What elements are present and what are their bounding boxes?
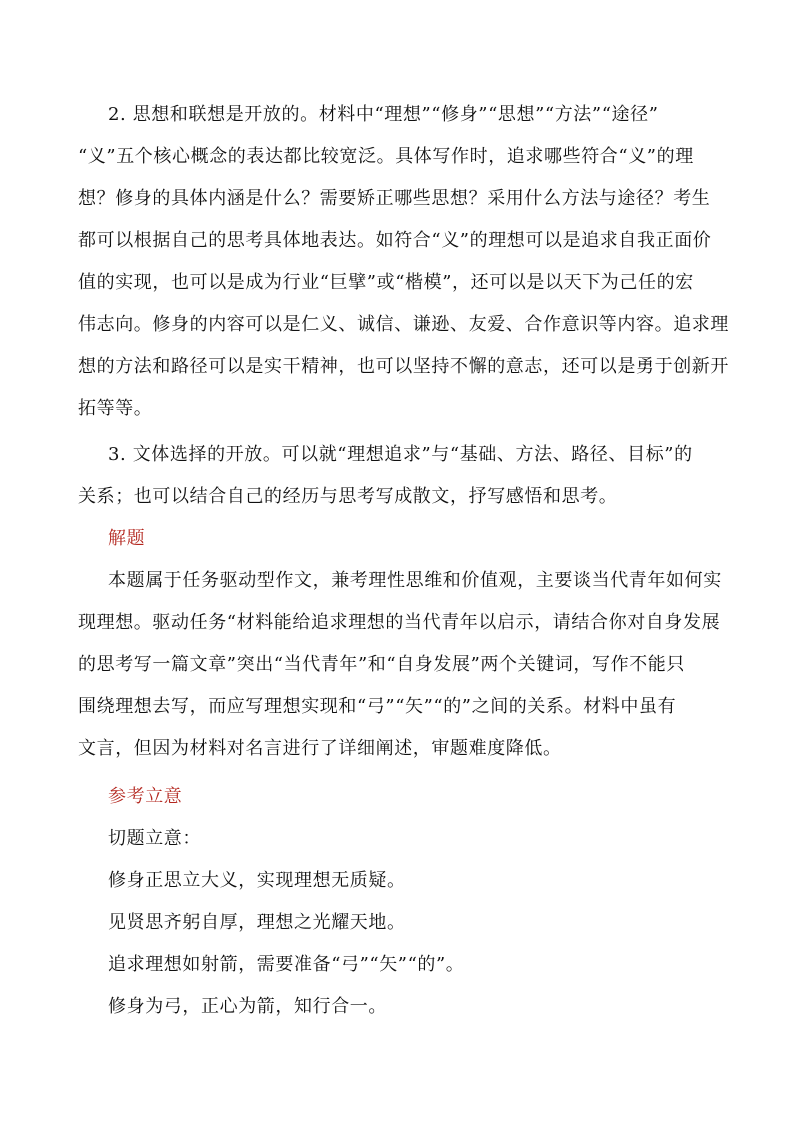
liyi-intro: 切题立意： — [108, 828, 201, 849]
liyi-item-2: 见贤思齐躬自厚，理想之光耀天地。 — [108, 912, 406, 933]
paragraph-2-line-4: 都可以根据自己的思考具体地表达。如符合“义”的理想可以是追求自我正面价 — [78, 230, 712, 251]
liyi-item-4: 修身为弓，正心为箭，知行合一。 — [108, 996, 387, 1017]
paragraph-3-line-2: 关系；也可以结合自己的经历与思考写成散文，抒写感悟和思考。 — [78, 486, 618, 507]
paragraph-2-line-3: 想？修身的具体内涵是什么？需要矫正哪些思想？采用什么方法与途径？考生 — [78, 188, 711, 209]
jieti-line-3: 的思考写一篇文章”突出“当代青年”和“自身发展”两个关键词，写作不能只 — [78, 654, 686, 675]
paragraph-2-line-8: 拓等等。 — [78, 398, 153, 419]
paragraph-2-line-7: 想的方法和路径可以是实干精神，也可以坚持不懈的意志，还可以是勇于创新开 — [78, 356, 729, 377]
jieti-line-5: 文言，但因为材料对名言进行了详细阐述，审题难度降低。 — [78, 738, 562, 759]
section-heading-jieti: 解题 — [108, 528, 146, 549]
jieti-line-4: 围绕理想去写，而应写理想实现和“弓”“矢”“的”之间的关系。材料中虽有 — [78, 696, 677, 717]
paragraph-2-line-2: “义”五个核心概念的表达都比较宽泛。具体写作时，追求哪些符合“义”的理 — [78, 146, 694, 167]
paragraph-2-line-5: 值的实现，也可以是成为行业“巨擘”或“楷模”，还可以是以天下为己任的宏 — [78, 272, 694, 293]
jieti-line-1: 本题属于任务驱动型作文，兼考理性思维和价值观，主要谈当代青年如何实 — [108, 570, 722, 591]
paragraph-2-line-1: 2. 思想和联想是开放的。材料中“理想”“修身”“思想”“方法”“途径” — [108, 104, 659, 125]
jieti-line-2: 现理想。驱动任务“材料能给追求理想的当代青年以启示，请结合你对自身发展 — [78, 612, 721, 633]
paragraph-2-line-6: 伟志向。修身的内容可以是仁义、诚信、谦逊、友爱、合作意识等内容。追求理 — [78, 314, 729, 335]
paragraph-3-line-1: 3. 文体选择的开放。可以就“理想追求”与“基础、方法、路径、目标”的 — [108, 444, 693, 465]
liyi-item-1: 修身正思立大义，实现理想无质疑。 — [108, 870, 406, 891]
section-heading-liyi: 参考立意 — [108, 786, 183, 807]
liyi-item-3: 追求理想如射箭，需要准备“弓”“矢”“的”。 — [108, 954, 465, 975]
